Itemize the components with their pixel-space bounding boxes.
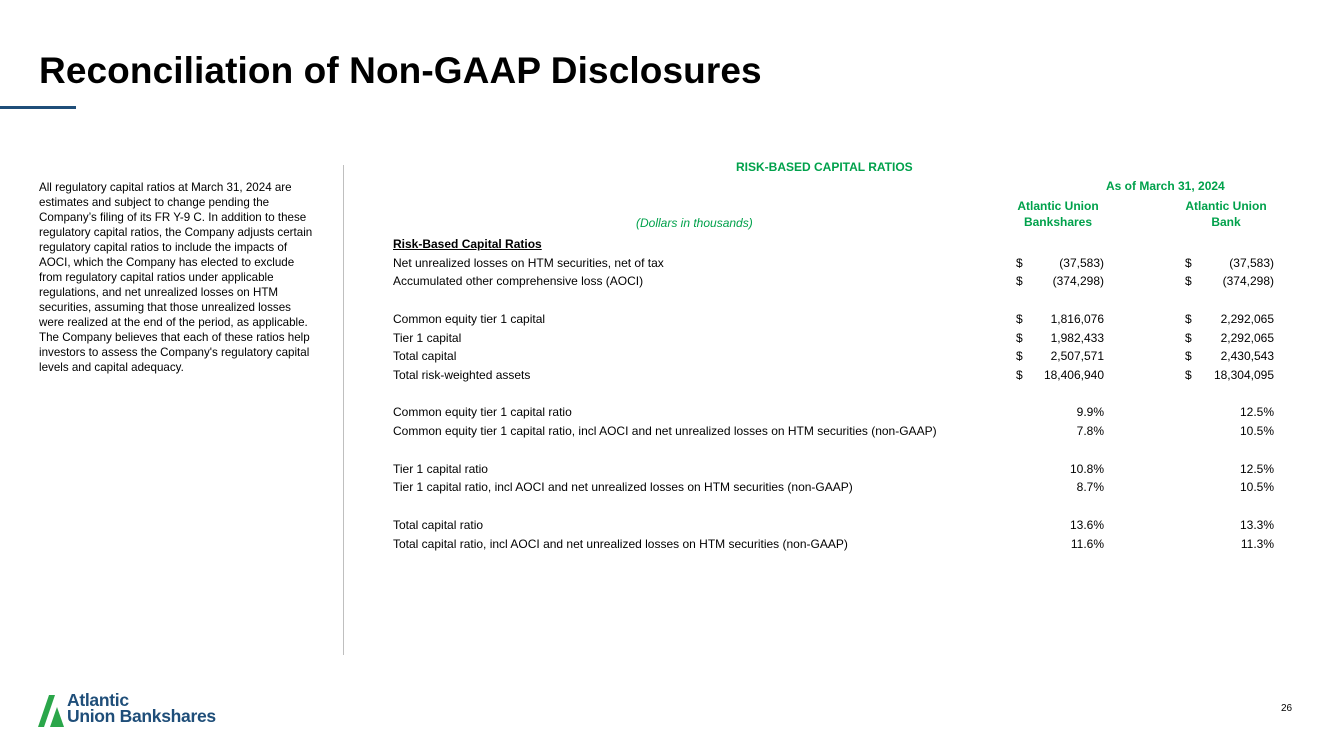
bankshares-value: (374,298) bbox=[1052, 274, 1104, 288]
logo-line: Union Bankshares bbox=[67, 706, 216, 726]
bank-value: 12.5% bbox=[1239, 462, 1274, 476]
currency-symbol: $ bbox=[1016, 331, 1023, 345]
column-header-line: Bankshares bbox=[1023, 215, 1093, 229]
bank-value: 13.3% bbox=[1239, 518, 1274, 532]
table-row bbox=[393, 537, 1283, 553]
table-row bbox=[393, 462, 1283, 478]
bankshares-value: 13.6% bbox=[1069, 518, 1104, 532]
table-title: RISK-BASED CAPITAL RATIOS bbox=[736, 160, 913, 174]
currency-symbol: $ bbox=[1016, 256, 1023, 270]
bank-value: 2,292,065 bbox=[1220, 331, 1274, 345]
currency-symbol: $ bbox=[1185, 312, 1192, 326]
column-header-line: Bank bbox=[1211, 215, 1241, 229]
currency-symbol: $ bbox=[1185, 274, 1192, 288]
table-row bbox=[393, 368, 1283, 384]
atlantic-union-logo-icon bbox=[38, 693, 66, 727]
table-row bbox=[393, 480, 1283, 496]
row-label: Total capital ratio, incl AOCI and net unrealized losses on HTM securities (non-GAAP) bbox=[393, 537, 848, 551]
table-row bbox=[393, 424, 1283, 440]
units-note: (Dollars in thousands) bbox=[636, 216, 753, 230]
bankshares-value: 7.8% bbox=[1076, 424, 1104, 438]
disclosure-note: All regulatory capital ratios at March 31, 2024 are estimates and subject to change pending the Company’s filing of its FR Y-9 C. In addition to these regulatory capital ratios, the Company adjusts certain regulatory capital ratios to include the impacts of AOCI, which the Company has elected to exclude from regulatory capital ratios under applicable regulations, and net unrealized losses on HTM securities, assuming that those unrealized losses were realized at the end of the period, as applicable. The Company believes that each of these ratios help investors to assess the Company's regulatory capital levels and capital adequacy. bbox=[39, 181, 313, 374]
bankshares-value: (37,583) bbox=[1059, 256, 1104, 270]
bank-value: 2,292,065 bbox=[1220, 312, 1274, 326]
company-logo bbox=[38, 692, 260, 728]
currency-symbol: $ bbox=[1185, 331, 1192, 345]
table-row bbox=[393, 518, 1283, 534]
currency-symbol: $ bbox=[1185, 256, 1192, 270]
bank-value: 12.5% bbox=[1239, 405, 1274, 419]
currency-symbol: $ bbox=[1185, 349, 1192, 363]
bank-value: 11.3% bbox=[1240, 537, 1274, 551]
row-label: Common equity tier 1 capital ratio bbox=[393, 405, 572, 419]
bank-value: (37,583) bbox=[1229, 256, 1274, 270]
row-label: Net unrealized losses on HTM securities, net of tax bbox=[393, 256, 664, 270]
table-row bbox=[393, 349, 1283, 365]
row-label: Common equity tier 1 capital bbox=[393, 312, 546, 326]
logo-line: Atlantic bbox=[67, 690, 129, 710]
table-row bbox=[393, 256, 1283, 272]
table-row bbox=[393, 274, 1283, 290]
vertical-divider bbox=[343, 165, 344, 655]
bankshares-value: 8.7% bbox=[1076, 480, 1104, 494]
logo-wordmark bbox=[67, 692, 216, 724]
row-label: Accumulated other comprehensive loss (AOCI) bbox=[393, 274, 644, 288]
row-label: Tier 1 capital ratio, incl AOCI and net unrealized losses on HTM securities (non-GAAP) bbox=[393, 480, 853, 494]
bank-value: 10.5% bbox=[1239, 480, 1274, 494]
bankshares-value: 18,406,940 bbox=[1043, 368, 1104, 382]
title-underline-divider bbox=[0, 106, 76, 109]
bankshares-value: 9.9% bbox=[1076, 405, 1104, 419]
row-label: Common equity tier 1 capital ratio, incl AOCI and net unrealized losses on HTM securities (non-GAAP) bbox=[393, 424, 937, 438]
bank-value: 10.5% bbox=[1239, 424, 1274, 438]
column-header-line: Atlantic Union bbox=[1017, 199, 1099, 213]
column-header-bankshares bbox=[998, 198, 1118, 230]
column-header-bank bbox=[1166, 198, 1286, 230]
bankshares-value: 11.6% bbox=[1070, 537, 1104, 551]
table-row bbox=[393, 312, 1283, 328]
row-label: Total risk-weighted assets bbox=[393, 368, 531, 382]
bankshares-value: 1,816,076 bbox=[1050, 312, 1104, 326]
table-row bbox=[393, 405, 1283, 421]
column-header-line: Atlantic Union bbox=[1185, 199, 1267, 213]
row-label: Total capital ratio bbox=[393, 518, 484, 532]
bank-value: 2,430,543 bbox=[1220, 349, 1274, 363]
row-label: Total capital bbox=[393, 349, 457, 363]
bank-value: 18,304,095 bbox=[1213, 368, 1274, 382]
table-row bbox=[393, 331, 1283, 347]
page-title: Reconciliation of Non-GAAP Disclosures bbox=[39, 50, 762, 91]
currency-symbol: $ bbox=[1016, 349, 1023, 363]
row-label: Tier 1 capital bbox=[393, 331, 462, 345]
currency-symbol: $ bbox=[1016, 368, 1023, 382]
section-header: Risk-Based Capital Ratios bbox=[393, 237, 542, 251]
bankshares-value: 1,982,433 bbox=[1050, 331, 1104, 345]
bankshares-value: 10.8% bbox=[1069, 462, 1104, 476]
bank-value: (374,298) bbox=[1222, 274, 1274, 288]
currency-symbol: $ bbox=[1185, 368, 1192, 382]
currency-symbol: $ bbox=[1016, 312, 1023, 326]
currency-symbol: $ bbox=[1016, 274, 1023, 288]
row-label: Tier 1 capital ratio bbox=[393, 462, 488, 476]
page-number: 26 bbox=[1281, 703, 1293, 714]
as-of-date: As of March 31, 2024 bbox=[1106, 179, 1225, 193]
bankshares-value: 2,507,571 bbox=[1050, 349, 1104, 363]
